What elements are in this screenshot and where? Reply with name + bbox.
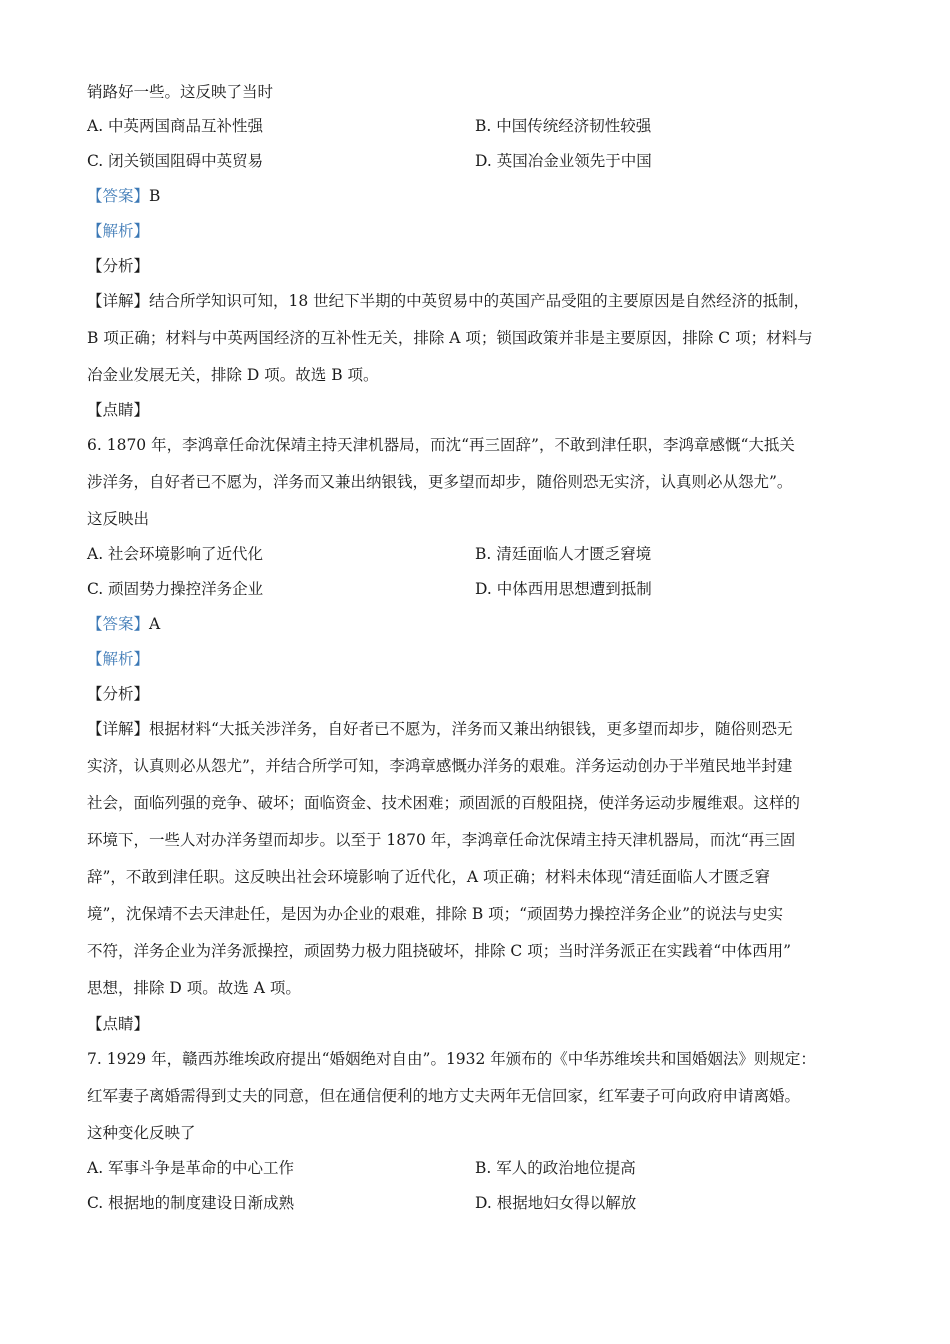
q5-option-c: C. 闭关锁国阻碍中英贸易 xyxy=(87,152,264,170)
answer-label: 【答案】 xyxy=(87,187,150,205)
detail-text: 根据材料“大抵关涉洋务，自好者已不愿为，洋务而又兼出纳银钱，更多望而却步，随俗则恐无 xyxy=(149,720,793,738)
answer-value: B xyxy=(149,187,161,205)
detail-label: 【详解】 xyxy=(87,292,150,310)
detail-text: 结合所学知识可知，18 世纪下半期的中英贸易中的英国产品受阻的主要原因是自然经济的抵制， xyxy=(149,292,810,310)
q6-stem-line: 这反映出 xyxy=(87,510,150,528)
q6-detail-line xyxy=(87,719,792,739)
q6-detail-line: 辞”，不敢到津任职。这反映出社会环境影响了近代化，A 项正确；材料未体现“清廷面临人才匮乏窘 xyxy=(87,868,770,886)
q6-option-c: C. 顽固势力操控洋务企业 xyxy=(87,580,264,598)
dianjing-label: 【点睛】 xyxy=(87,1015,150,1033)
q7-option-a: A. 军事斗争是革命的中心工作 xyxy=(87,1159,295,1177)
intro-line: 销路好一些。这反映了当时 xyxy=(87,83,274,101)
dianjing-label: 【点睛】 xyxy=(87,401,150,419)
detail-label: 【详解】 xyxy=(87,720,150,738)
q7-option-b: B. 军人的政治地位提高 xyxy=(475,1159,636,1177)
q5-option-a: A. 中英两国商品互补性强 xyxy=(87,117,264,135)
q6-option-b: B. 清廷面临人才匮乏窘境 xyxy=(475,545,652,563)
analysis-label: 【解析】 xyxy=(87,650,150,668)
q6-detail-line: 思想，排除 D 项。故选 A 项。 xyxy=(87,979,301,997)
q5-answer-row xyxy=(87,186,160,206)
q5-option-b: B. 中国传统经济韧性较强 xyxy=(475,117,652,135)
q6-answer-row xyxy=(87,614,160,634)
q7-stem-line: 红军妻子离婚需得到丈夫的同意，但在通信便利的地方丈夫两年无信回家，红军妻子可向政府申请离婚。 xyxy=(87,1087,801,1105)
q6-option-a: A. 社会环境影响了近代化 xyxy=(87,545,264,563)
answer-label: 【答案】 xyxy=(87,615,150,633)
q6-detail-line: 社会，面临列强的竞争、破坏；面临资金、技术困难；顽固派的百般阻挠，使洋务运动步履维艰。这样的 xyxy=(87,794,801,812)
q7-option-d: D. 根据地妇女得以解放 xyxy=(475,1194,637,1212)
q6-detail-line: 境”，沈保靖不去天津赴任，是因为办企业的艰难，排除 B 项；“顽固势力操控洋务企业”的说法与史实 xyxy=(87,905,784,923)
analysis-label: 【解析】 xyxy=(87,222,150,240)
q7-option-c: C. 根据地的制度建设日渐成熟 xyxy=(87,1194,295,1212)
q6-detail-line: 环境下，一些人对办洋务望而却步。以至于 1870 年，李鸿章任命沈保靖主持天津机器局，而沈“再三固 xyxy=(87,831,796,849)
q7-stem-line: 7. 1929 年，赣西苏维埃政府提出“婚姻绝对自由”。1932 年颁布的《中华苏维埃共和国婚姻法》则规定： xyxy=(87,1050,816,1068)
q6-stem-line: 涉洋务，自好者已不愿为，洋务而又兼出纳银钱，更多望而却步，随俗则恐无实济，认真则必从怨尤”。 xyxy=(87,473,793,491)
fenxi-label: 【分析】 xyxy=(87,685,150,703)
answer-value: A xyxy=(149,615,161,633)
q6-detail-line: 不符，洋务企业为洋务派操控，顽固势力极力阻挠破坏，排除 C 项；当时洋务派正在实践着“中体西用” xyxy=(87,942,792,960)
q5-detail-line: 冶金业发展无关，排除 D 项。故选 B 项。 xyxy=(87,366,379,384)
q6-detail-line: 实济，认真则必从怨尤”，并结合所学可知，李鸿章感慨办洋务的艰难。洋务运动创办于半殖民地半封建 xyxy=(87,757,793,775)
q7-stem-line: 这种变化反映了 xyxy=(87,1124,196,1142)
q6-option-d: D. 中体西用思想遭到抵制 xyxy=(475,580,652,598)
q5-detail-line: B 项正确；材料与中英两国经济的互补性无关，排除 A 项；锁国政策并非是主要原因，排除 C 项；材料与 xyxy=(87,329,813,347)
q5-detail-line xyxy=(87,291,809,311)
q5-option-d: D. 英国冶金业领先于中国 xyxy=(475,152,652,170)
q6-stem-line: 6. 1870 年，李鸿章任命沈保靖主持天津机器局，而沈“再三固辞”，不敢到津任职，李鸿章感慨“大抵关 xyxy=(87,436,795,454)
fenxi-label: 【分析】 xyxy=(87,257,150,275)
